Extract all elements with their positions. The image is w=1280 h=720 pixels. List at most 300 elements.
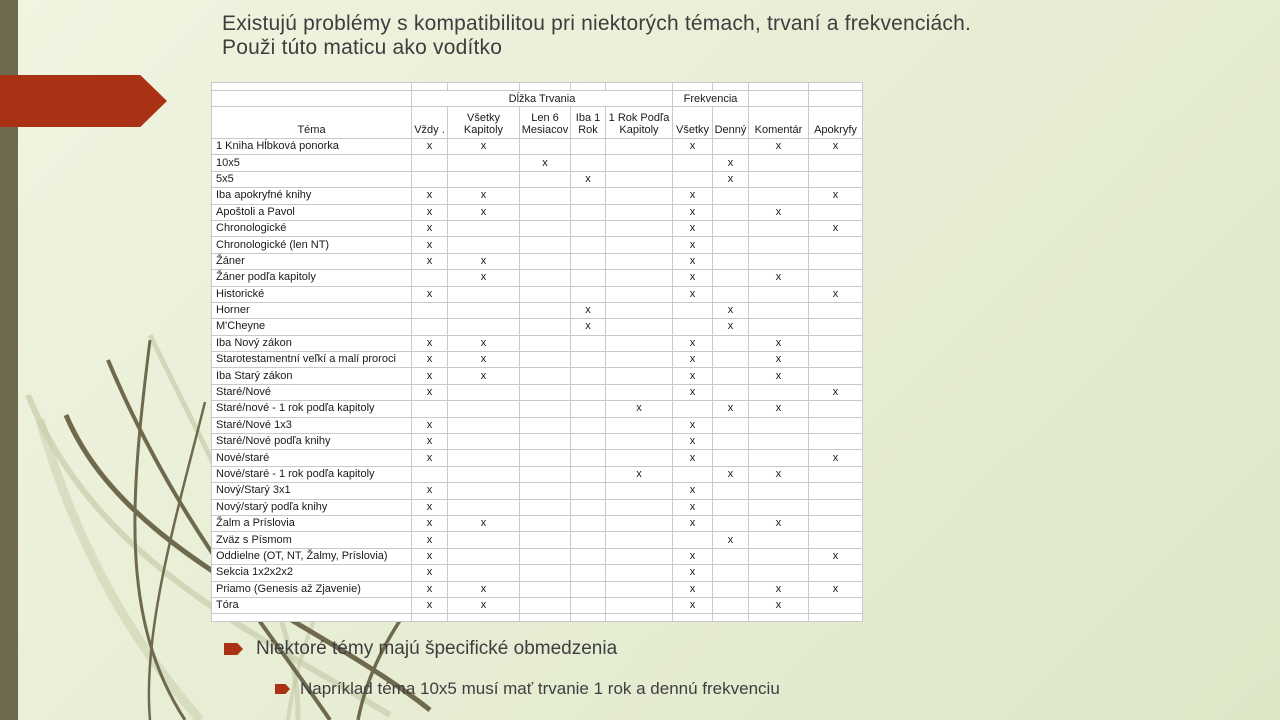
mark-cell: x <box>412 532 448 548</box>
theme-cell: Staré/Nové 1x3 <box>212 417 412 433</box>
theme-cell: Zväz s Písmom <box>212 532 412 548</box>
mark-cell: x <box>809 548 863 564</box>
mark-cell <box>520 188 571 204</box>
mark-cell: x <box>571 319 606 335</box>
mark-cell <box>520 401 571 417</box>
mark-cell <box>749 384 809 400</box>
table-row <box>212 499 863 515</box>
mark-cell: x <box>673 286 713 302</box>
group-header-cell: Frekvencia <box>673 91 749 107</box>
mark-cell: x <box>606 401 673 417</box>
column-header: Denný <box>713 107 749 139</box>
mark-cell <box>412 270 448 286</box>
mark-cell <box>606 155 673 171</box>
mark-cell: x <box>412 253 448 269</box>
group-header-empty <box>749 91 809 107</box>
mark-cell <box>448 450 520 466</box>
grid-cell <box>606 614 673 622</box>
mark-cell <box>520 548 571 564</box>
group-header-row <box>212 91 863 107</box>
table-row <box>212 253 863 269</box>
mark-cell: x <box>809 139 863 155</box>
mark-cell <box>520 368 571 384</box>
mark-cell: x <box>749 401 809 417</box>
mark-cell: x <box>809 581 863 597</box>
mark-cell: x <box>673 499 713 515</box>
mark-cell <box>571 352 606 368</box>
theme-cell: Sekcia 1x2x2x2 <box>212 565 412 581</box>
mark-cell <box>606 565 673 581</box>
mark-cell <box>809 237 863 253</box>
table-row <box>212 188 863 204</box>
mark-cell <box>448 483 520 499</box>
mark-cell <box>571 384 606 400</box>
mark-cell <box>606 286 673 302</box>
mark-cell <box>606 483 673 499</box>
mark-cell <box>571 286 606 302</box>
grid-cell <box>673 83 713 91</box>
slide-title <box>222 12 1232 60</box>
mark-cell <box>571 368 606 384</box>
mark-cell: x <box>673 368 713 384</box>
mark-cell <box>412 401 448 417</box>
mark-cell <box>713 483 749 499</box>
mark-cell <box>749 319 809 335</box>
column-header: Len 6 Mesiacov <box>520 107 571 139</box>
mark-cell <box>571 417 606 433</box>
grid-cell <box>673 614 713 622</box>
mark-cell <box>749 220 809 236</box>
mark-cell <box>713 384 749 400</box>
mark-cell <box>520 253 571 269</box>
mark-cell <box>606 253 673 269</box>
mark-cell: x <box>749 597 809 613</box>
mark-cell <box>713 417 749 433</box>
table-row <box>212 384 863 400</box>
grid-cell <box>520 83 571 91</box>
mark-cell: x <box>673 384 713 400</box>
mark-cell: x <box>749 335 809 351</box>
mark-cell <box>520 319 571 335</box>
column-header: Apokryfy <box>809 107 863 139</box>
mark-cell <box>571 253 606 269</box>
mark-cell: x <box>713 155 749 171</box>
mark-cell <box>673 401 713 417</box>
bullet-1-text: Niektoré témy majú špecifické obmedzenia <box>256 638 618 659</box>
mark-cell <box>809 434 863 450</box>
mark-cell: x <box>412 384 448 400</box>
grid-cell <box>571 614 606 622</box>
mark-cell <box>571 335 606 351</box>
mark-cell <box>571 450 606 466</box>
mark-cell: x <box>673 597 713 613</box>
mark-cell: x <box>673 548 713 564</box>
mark-cell: x <box>412 188 448 204</box>
mark-cell <box>448 302 520 318</box>
mark-cell <box>749 286 809 302</box>
mark-cell <box>673 466 713 482</box>
group-header-cell: Dĺžka Trvania <box>412 91 673 107</box>
mark-cell <box>520 220 571 236</box>
mark-cell <box>749 417 809 433</box>
mark-cell: x <box>713 401 749 417</box>
mark-cell <box>448 220 520 236</box>
mark-cell <box>520 139 571 155</box>
mark-cell <box>448 434 520 450</box>
theme-cell: Nové/staré <box>212 450 412 466</box>
mark-cell <box>520 352 571 368</box>
mark-cell <box>606 335 673 351</box>
mark-cell: x <box>412 352 448 368</box>
mark-cell: x <box>412 220 448 236</box>
compatibility-matrix <box>211 82 863 622</box>
table-row <box>212 450 863 466</box>
mark-cell <box>713 434 749 450</box>
mark-cell <box>448 319 520 335</box>
mark-cell <box>809 335 863 351</box>
mark-cell: x <box>673 335 713 351</box>
mark-cell <box>713 204 749 220</box>
mark-cell: x <box>809 220 863 236</box>
mark-cell <box>713 335 749 351</box>
table-row <box>212 581 863 597</box>
bullet-item-2 <box>275 679 780 699</box>
mark-cell: x <box>809 286 863 302</box>
mark-cell: x <box>673 270 713 286</box>
mark-cell: x <box>412 286 448 302</box>
mark-cell: x <box>673 352 713 368</box>
mark-cell <box>606 368 673 384</box>
group-header-empty <box>212 91 412 107</box>
mark-cell <box>448 286 520 302</box>
mark-cell <box>606 450 673 466</box>
table-row <box>212 237 863 253</box>
table-row <box>212 220 863 236</box>
theme-cell: Chronologické <box>212 220 412 236</box>
mark-cell <box>520 204 571 220</box>
mark-cell <box>809 499 863 515</box>
mark-cell <box>606 499 673 515</box>
mark-cell: x <box>448 581 520 597</box>
mark-cell <box>606 270 673 286</box>
mark-cell <box>606 319 673 335</box>
grid-cell <box>713 614 749 622</box>
mark-cell <box>606 204 673 220</box>
mark-cell <box>520 565 571 581</box>
grid-cell <box>713 83 749 91</box>
mark-cell: x <box>412 434 448 450</box>
table-row <box>212 483 863 499</box>
mark-cell <box>606 171 673 187</box>
mark-cell: x <box>606 466 673 482</box>
mark-cell: x <box>713 302 749 318</box>
mark-cell <box>713 515 749 531</box>
mark-cell: x <box>673 450 713 466</box>
grid-cell <box>749 83 809 91</box>
mark-cell: x <box>673 565 713 581</box>
mark-cell: x <box>673 204 713 220</box>
table-row <box>212 155 863 171</box>
mark-cell: x <box>448 204 520 220</box>
theme-cell: Horner <box>212 302 412 318</box>
table-row <box>212 368 863 384</box>
mark-cell: x <box>448 335 520 351</box>
mark-cell <box>606 384 673 400</box>
mark-cell: x <box>412 139 448 155</box>
mark-cell <box>606 417 673 433</box>
mark-cell <box>520 171 571 187</box>
table-row <box>212 319 863 335</box>
mark-cell <box>448 171 520 187</box>
mark-cell <box>520 532 571 548</box>
theme-cell: Staré/Nové <box>212 384 412 400</box>
grid-cell <box>749 614 809 622</box>
bullet-arrow-icon <box>224 643 243 655</box>
mark-cell <box>571 597 606 613</box>
mark-cell: x <box>673 237 713 253</box>
mark-cell <box>571 204 606 220</box>
mark-cell <box>520 450 571 466</box>
mark-cell <box>749 253 809 269</box>
theme-cell: Žáner <box>212 253 412 269</box>
mark-cell <box>809 155 863 171</box>
mark-cell: x <box>448 270 520 286</box>
mark-cell <box>809 270 863 286</box>
mark-cell <box>606 188 673 204</box>
mark-cell <box>809 515 863 531</box>
mark-cell <box>809 466 863 482</box>
title-line-2: Použi túto maticu ako vodítko <box>222 36 503 59</box>
mark-cell <box>520 270 571 286</box>
mark-cell <box>713 450 749 466</box>
mark-cell <box>749 434 809 450</box>
column-header-row <box>212 107 863 139</box>
theme-cell: Iba Nový zákon <box>212 335 412 351</box>
column-header: Vždy . <box>412 107 448 139</box>
mark-cell: x <box>673 139 713 155</box>
mark-cell <box>606 597 673 613</box>
table-row <box>212 204 863 220</box>
mark-cell: x <box>673 483 713 499</box>
theme-cell: 10x5 <box>212 155 412 171</box>
mark-cell: x <box>412 483 448 499</box>
theme-cell: Starotestamentní veľkí a malí proroci <box>212 352 412 368</box>
mark-cell <box>412 302 448 318</box>
mark-cell <box>571 483 606 499</box>
mark-cell <box>809 253 863 269</box>
mark-cell: x <box>809 384 863 400</box>
mark-cell: x <box>673 253 713 269</box>
mark-cell: x <box>412 565 448 581</box>
mark-cell <box>448 237 520 253</box>
theme-cell: Nové/staré - 1 rok podľa kapitoly <box>212 466 412 482</box>
mark-cell: x <box>809 188 863 204</box>
mark-cell: x <box>448 368 520 384</box>
mark-cell <box>571 565 606 581</box>
mark-cell <box>412 319 448 335</box>
mark-cell <box>606 581 673 597</box>
mark-cell <box>606 352 673 368</box>
mark-cell <box>673 155 713 171</box>
mark-cell <box>448 499 520 515</box>
mark-cell <box>448 155 520 171</box>
mark-cell <box>606 434 673 450</box>
mark-cell <box>749 237 809 253</box>
mark-cell: x <box>448 597 520 613</box>
mark-cell: x <box>673 188 713 204</box>
mark-cell <box>448 384 520 400</box>
mark-cell: x <box>412 237 448 253</box>
theme-cell: Oddielne (OT, NT, Žalmy, Príslovia) <box>212 548 412 564</box>
table-row <box>212 335 863 351</box>
group-header-empty <box>809 91 863 107</box>
mark-cell <box>809 597 863 613</box>
theme-cell: Žáner podľa kapitoly <box>212 270 412 286</box>
grid-cell <box>809 83 863 91</box>
theme-cell: Nový/starý podľa knihy <box>212 499 412 515</box>
theme-cell: Apoštoli a Pavol <box>212 204 412 220</box>
table-row <box>212 466 863 482</box>
table-row <box>212 139 863 155</box>
column-header: 1 Rok Podľa Kapitoly <box>606 107 673 139</box>
mark-cell <box>571 220 606 236</box>
mark-cell <box>809 302 863 318</box>
table-row <box>212 401 863 417</box>
mark-cell <box>571 466 606 482</box>
theme-cell: Iba apokryfné knihy <box>212 188 412 204</box>
mark-cell <box>520 335 571 351</box>
mark-cell <box>809 532 863 548</box>
mark-cell <box>809 352 863 368</box>
table-row <box>212 286 863 302</box>
mark-cell <box>809 204 863 220</box>
mark-cell: x <box>713 319 749 335</box>
mark-cell <box>412 171 448 187</box>
table-row <box>212 548 863 564</box>
mark-cell <box>673 302 713 318</box>
mark-cell <box>448 417 520 433</box>
mark-cell <box>520 434 571 450</box>
grid-cell <box>606 83 673 91</box>
mark-cell: x <box>809 450 863 466</box>
grid-cell <box>212 614 412 622</box>
mark-cell: x <box>412 515 448 531</box>
table-row <box>212 352 863 368</box>
mark-cell: x <box>673 417 713 433</box>
table-row <box>212 171 863 187</box>
mark-cell: x <box>448 188 520 204</box>
bullet-2-text: Napríklad téma 10x5 musí mať trvanie 1 rok a dennú frekvenciu <box>300 679 780 698</box>
mark-cell: x <box>412 204 448 220</box>
mark-cell: x <box>749 204 809 220</box>
mark-cell <box>673 171 713 187</box>
mark-cell: x <box>749 352 809 368</box>
mark-cell <box>749 532 809 548</box>
mark-cell: x <box>412 335 448 351</box>
mark-cell <box>571 499 606 515</box>
grid-cell <box>448 614 520 622</box>
grid-cell <box>809 614 863 622</box>
mark-cell: x <box>713 466 749 482</box>
theme-cell: Chronologické (len NT) <box>212 237 412 253</box>
grid-sliver-row <box>212 614 863 622</box>
mark-cell: x <box>673 434 713 450</box>
mark-cell <box>448 565 520 581</box>
mark-cell <box>606 139 673 155</box>
mark-cell <box>606 515 673 531</box>
table-row <box>212 565 863 581</box>
mark-cell <box>749 483 809 499</box>
theme-cell: M'Cheyne <box>212 319 412 335</box>
mark-cell <box>713 220 749 236</box>
mark-cell <box>571 434 606 450</box>
mark-cell: x <box>673 220 713 236</box>
mark-cell <box>809 401 863 417</box>
mark-cell <box>713 368 749 384</box>
mark-cell: x <box>448 139 520 155</box>
mark-cell: x <box>749 466 809 482</box>
mark-cell <box>713 188 749 204</box>
table-row <box>212 515 863 531</box>
mark-cell <box>713 548 749 564</box>
table-row <box>212 302 863 318</box>
mark-cell <box>749 171 809 187</box>
mark-cell: x <box>713 532 749 548</box>
theme-cell: Tóra <box>212 597 412 613</box>
mark-cell <box>673 532 713 548</box>
table-row <box>212 417 863 433</box>
mark-cell: x <box>520 155 571 171</box>
mark-cell <box>749 499 809 515</box>
table-row <box>212 532 863 548</box>
column-header: Všetky Kapitoly <box>448 107 520 139</box>
mark-cell <box>809 483 863 499</box>
mark-cell: x <box>673 581 713 597</box>
grid-cell <box>412 83 448 91</box>
mark-cell <box>520 515 571 531</box>
mark-cell <box>520 237 571 253</box>
mark-cell <box>571 515 606 531</box>
mark-cell <box>749 302 809 318</box>
mark-cell <box>412 466 448 482</box>
mark-cell: x <box>749 368 809 384</box>
mark-cell <box>448 532 520 548</box>
mark-cell: x <box>412 581 448 597</box>
mark-cell <box>713 597 749 613</box>
grid-sliver-row <box>212 83 863 91</box>
mark-cell <box>520 483 571 499</box>
mark-cell <box>571 401 606 417</box>
mark-cell <box>713 253 749 269</box>
theme-cell: Žalm a Príslovia <box>212 515 412 531</box>
mark-cell: x <box>571 302 606 318</box>
red-arrow-decoration <box>0 75 167 127</box>
mark-cell: x <box>412 548 448 564</box>
grid-cell <box>520 614 571 622</box>
bullet-arrow-icon <box>275 684 290 694</box>
mark-cell: x <box>412 450 448 466</box>
mark-cell: x <box>749 581 809 597</box>
mark-cell <box>749 188 809 204</box>
theme-cell: Staré/Nové podľa knihy <box>212 434 412 450</box>
mark-cell <box>520 466 571 482</box>
title-line-1: Existujú problémy s kompatibilitou pri niektorých témach, trvaní a frekvenciách. <box>222 12 971 35</box>
mark-cell <box>749 548 809 564</box>
mark-cell: x <box>412 368 448 384</box>
column-header: Všetky <box>673 107 713 139</box>
mark-cell <box>606 302 673 318</box>
mark-cell <box>673 319 713 335</box>
